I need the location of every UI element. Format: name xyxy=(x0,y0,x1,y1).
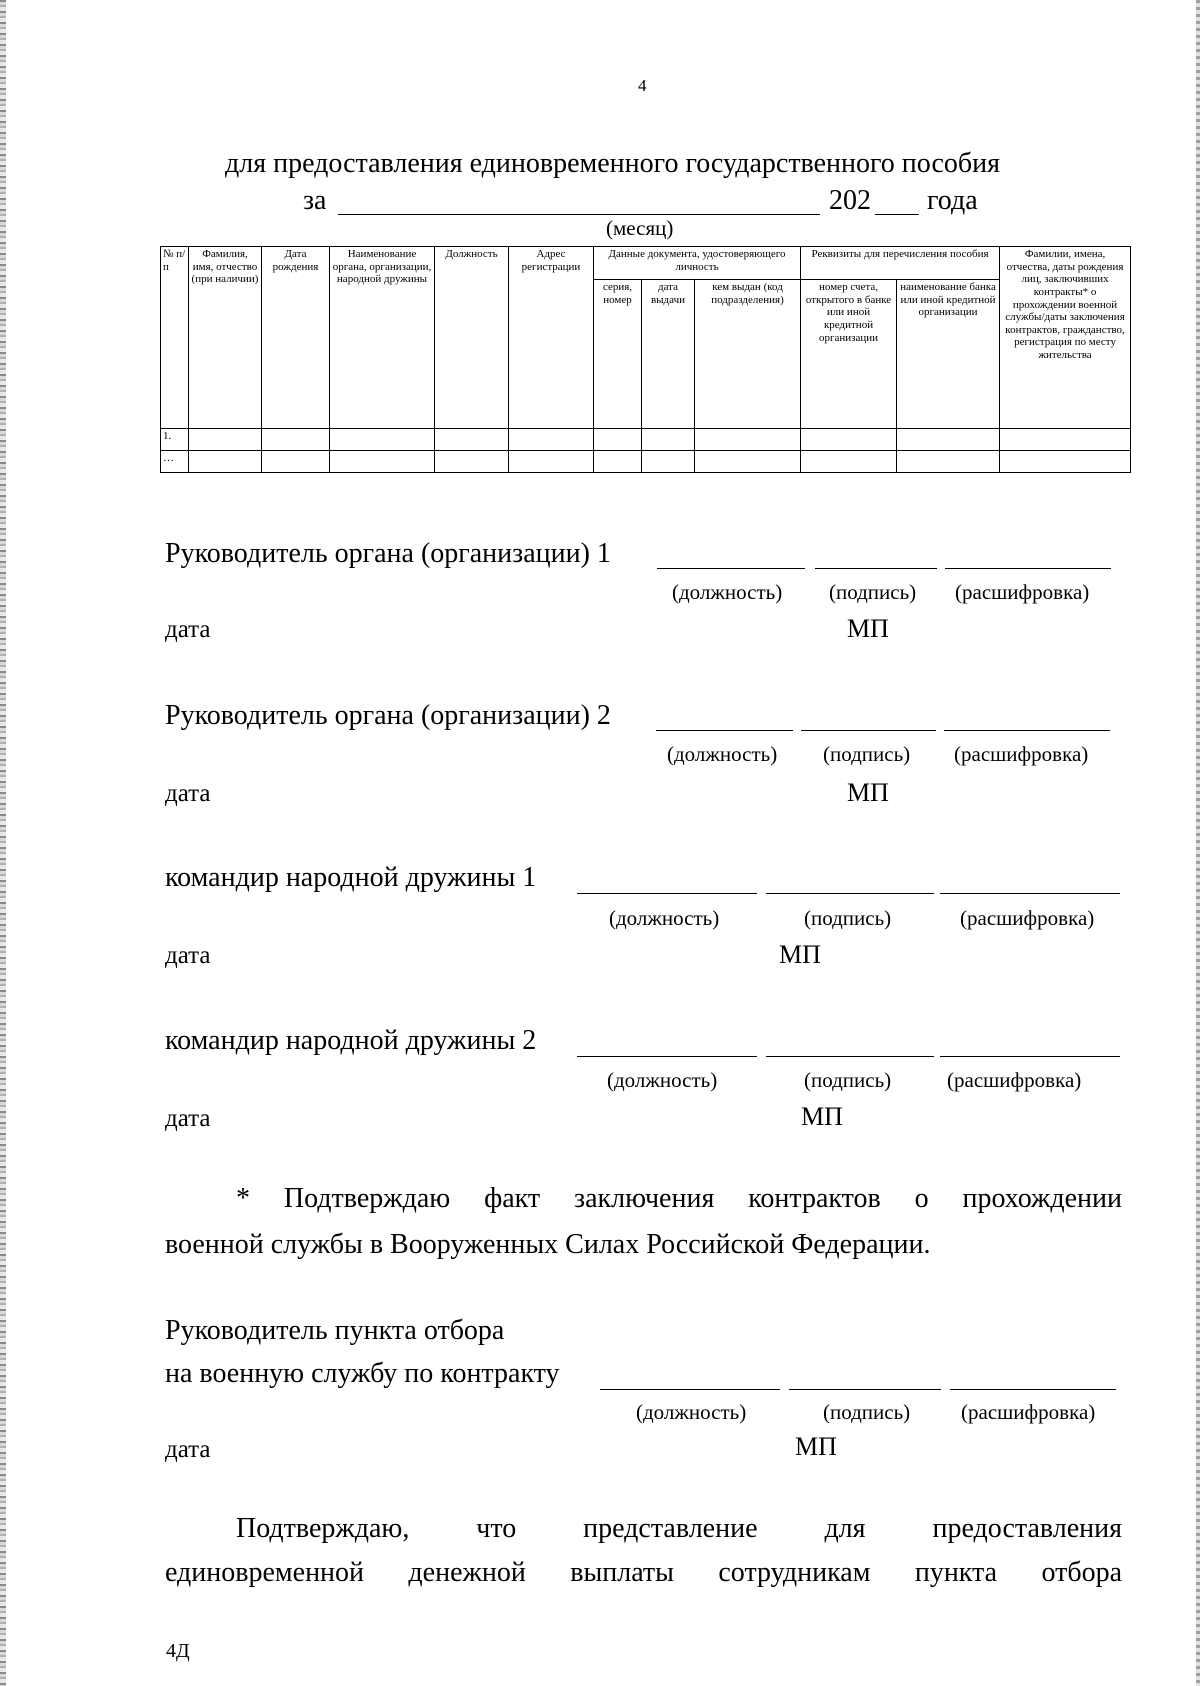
selection-caption-name: (расшифровка) xyxy=(961,1400,1096,1424)
signer-3-stamp: МП xyxy=(779,940,821,969)
final-paragraph-line-2: единовременной денежной выплаты сотрудникам пункта отбора xyxy=(165,1557,1122,1588)
signer-3-name-line xyxy=(940,893,1120,894)
scan-edge-left xyxy=(0,0,6,1686)
signer-4-label: командир народной дружины 2 xyxy=(165,1025,537,1056)
header-id-doc: Данные документа, удостоверяющего личность xyxy=(594,247,801,280)
signer-2-name-line xyxy=(944,730,1110,731)
header-fio: Фамилия, имя, отчество (при наличии) xyxy=(189,247,262,429)
selection-caption-signature: (подпись) xyxy=(823,1400,911,1424)
header-bank: Реквизиты для перечисления пособия xyxy=(801,247,1000,280)
selection-caption-position: (должность) xyxy=(636,1400,747,1424)
signer-4-signature-line xyxy=(766,1056,934,1057)
signer-2-label: Руководитель органа (организации) 2 xyxy=(165,700,611,731)
signer-1-stamp: МП xyxy=(847,614,889,643)
signer-1-label: Руководитель органа (организации) 1 xyxy=(165,538,611,569)
header-relatives: Фамилии, имена, отчества, даты рождения лиц, заключивших контракты* о прохождении военной службы/даты заключения контрактов, гражданство, регистрация по месту жительства xyxy=(1000,247,1131,429)
signer-4-stamp: МП xyxy=(801,1102,843,1131)
signer-4-caption-name: (расшифровка) xyxy=(947,1068,1082,1092)
signer-2-signature-line xyxy=(801,730,936,731)
period-prefix: за xyxy=(303,185,327,216)
signer-3-date: дата xyxy=(165,942,211,969)
signer-4-caption-signature: (подпись) xyxy=(804,1068,892,1092)
period-suffix: года xyxy=(927,185,978,216)
signer-4-caption-position: (должность) xyxy=(607,1068,718,1092)
selection-head-label-2: на военную службу по контракту xyxy=(165,1358,560,1389)
signer-3-signature-line xyxy=(766,893,934,894)
header-bank-account: номер счета, открытого в банке или иной кредитной организации xyxy=(801,280,897,429)
signer-4-position-line xyxy=(577,1056,757,1057)
header-id-series: серия, номер xyxy=(594,280,642,429)
signer-1-name-line xyxy=(945,568,1111,569)
year-prefix: 202 xyxy=(829,185,871,216)
confirmation-line-1: * Подтверждаю факт заключения контрактов о прохождении xyxy=(236,1183,1122,1214)
table-row xyxy=(161,429,1131,451)
signer-1-caption-name: (расшифровка) xyxy=(955,580,1090,604)
signer-4-name-line xyxy=(940,1056,1120,1057)
page-number: 4 xyxy=(638,76,647,95)
selection-name-line xyxy=(950,1389,1116,1390)
selection-position-line xyxy=(600,1389,780,1390)
signer-3-position-line xyxy=(577,893,757,894)
signer-4-date: дата xyxy=(165,1105,211,1132)
signer-1-caption-position: (должность) xyxy=(672,580,783,604)
signer-1-date: дата xyxy=(165,616,211,643)
signer-2-position-line xyxy=(656,730,793,731)
header-birth: Дата рождения xyxy=(262,247,330,429)
row-number: … xyxy=(161,451,189,473)
signer-1-position-line xyxy=(657,568,805,569)
signer-3-caption-name: (расшифровка) xyxy=(960,906,1095,930)
signer-2-stamp: МП xyxy=(847,778,889,807)
signer-3-label: командир народной дружины 1 xyxy=(165,862,537,893)
header-bank-name: наименование банка или иной кредитной организации xyxy=(897,280,1000,429)
final-paragraph-line-1: Подтверждаю, что представление для предоставления xyxy=(236,1513,1122,1544)
month-fill-line xyxy=(338,214,820,215)
recipients-table xyxy=(160,246,1131,473)
header-id-date: дата выдачи xyxy=(642,280,695,429)
signer-3-caption-signature: (подпись) xyxy=(804,906,892,930)
signer-2-caption-position: (должность) xyxy=(667,742,778,766)
document-title: для предоставления единовременного государственного пособия xyxy=(225,148,1001,179)
footer-code: 4Д xyxy=(166,1640,190,1662)
header-org: Наименование органа, организации, народной дружины xyxy=(330,247,435,429)
signer-3-caption-position: (должность) xyxy=(609,906,720,930)
header-position: Должность xyxy=(435,247,509,429)
header-address: Адрес регистрации xyxy=(509,247,594,429)
table-row xyxy=(161,451,1131,473)
table-header-row xyxy=(161,247,1131,280)
selection-date: дата xyxy=(165,1436,211,1463)
signer-2-date: дата xyxy=(165,780,211,807)
header-id-issuer: кем выдан (код подразделения) xyxy=(695,280,801,429)
signer-1-caption-signature: (подпись) xyxy=(829,580,917,604)
selection-stamp: МП xyxy=(795,1432,837,1461)
signer-2-caption-name: (расшифровка) xyxy=(954,742,1089,766)
signer-2-caption-signature: (подпись) xyxy=(823,742,911,766)
selection-signature-line xyxy=(789,1389,941,1390)
selection-head-label-1: Руководитель пункта отбора xyxy=(165,1315,505,1346)
header-num: № п/п xyxy=(161,247,189,429)
month-caption: (месяц) xyxy=(606,216,674,240)
year-fill-line xyxy=(875,214,919,215)
scan-edge-right xyxy=(1196,0,1200,1686)
row-number: 1. xyxy=(161,429,189,451)
confirmation-line-2: военной службы в Вооруженных Силах Российской Федерации. xyxy=(165,1229,931,1260)
signer-1-signature-line xyxy=(815,568,937,569)
